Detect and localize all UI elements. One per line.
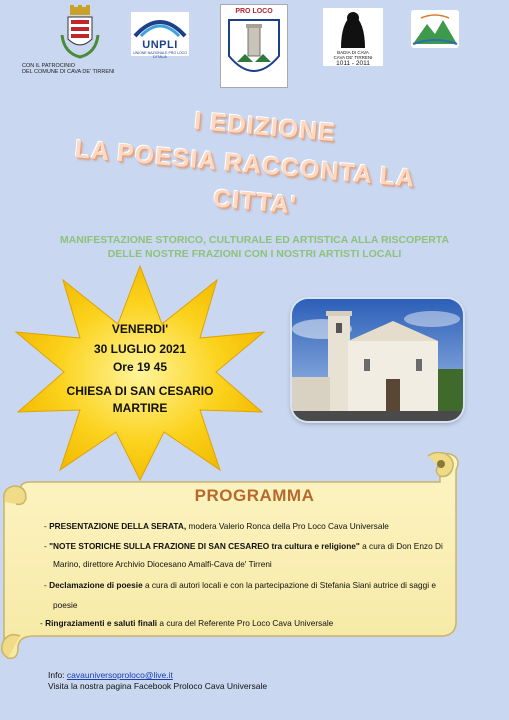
- event-starburst: [12, 262, 268, 484]
- main-title: LA POESIA RACCONTA LA: [73, 135, 417, 193]
- event-place-1: CHIESA DI SAN CESARIO: [66, 384, 214, 398]
- event-time: Ore 19 45: [112, 360, 168, 374]
- programma-item-4: - Ringraziamenti e saluti finali a cura del Referente Pro Loco Cava Universale: [40, 618, 334, 628]
- event-place-2: MARTIRE: [112, 401, 168, 415]
- badia-text: BADIA DI CAVA CAVA DE' TIRRENI: [333, 50, 373, 60]
- event-day: VENERDI': [111, 322, 169, 336]
- subtitle-line1: MANIFESTAZIONE STORICO, CULTURALE ED ARTISTICA ALLA RISCOPERTA: [59, 234, 450, 246]
- event-date: 30 LUGLIO 2021: [93, 342, 187, 356]
- programma-item-1: - PRESENTAZIONE DELLA SERATA, modera Valerio Ronca della Pro Loco Cava Universale: [44, 521, 389, 531]
- programma-title: PROGRAMMA: [194, 486, 315, 505]
- unpli-logo: UNPLI UNIONE NAZIONALE PRO LOCO D'ITALIA: [131, 12, 189, 56]
- programma-item-2-line2: Marino, direttore Archivio Diocesano Amalfi-Cava de' Tirreni: [53, 559, 272, 569]
- programma-scroll: [0, 452, 509, 662]
- comune-caption: CON IL PATROCINIO DEL COMUNE DI CAVA DE' TIRRENI: [22, 63, 115, 75]
- main-title-end: CITTA': [212, 184, 298, 220]
- subtitle-line2: DELLE NOSTRE FRAZIONI CON I NOSTRI ARTISTI LOCALI: [107, 248, 402, 260]
- programma-item-2: - "NOTE STORICHE SULLA FRAZIONE DI SAN CESAREO tra cultura e religione" a cura di Don Enzo Di: [44, 541, 443, 551]
- programma-item-3: - Declamazione di poesie a cura di autori locali e con la partecipazione di Stefania Siani autrice di saggi e: [44, 580, 437, 590]
- info-email-link[interactable]: cavauniversoproloco@live.it: [66, 670, 173, 680]
- info-line: Info: cavauniversoproloco@live.it: [48, 670, 173, 680]
- proloco-logo: PRO LOCO: [220, 4, 288, 88]
- facebook-line: Visita la nostra pagina Facebook Proloco Cava Universale: [48, 681, 268, 691]
- badia-years: 1011 - 2011: [336, 60, 370, 67]
- church-photo: [292, 299, 463, 421]
- badia-logo: [323, 8, 383, 66]
- programma-item-3-line2: poesie: [53, 600, 78, 610]
- comune-coat-of-arms: [58, 5, 102, 61]
- edition-title: I EDIZIONE: [193, 106, 337, 148]
- mountains-logo: [411, 10, 459, 48]
